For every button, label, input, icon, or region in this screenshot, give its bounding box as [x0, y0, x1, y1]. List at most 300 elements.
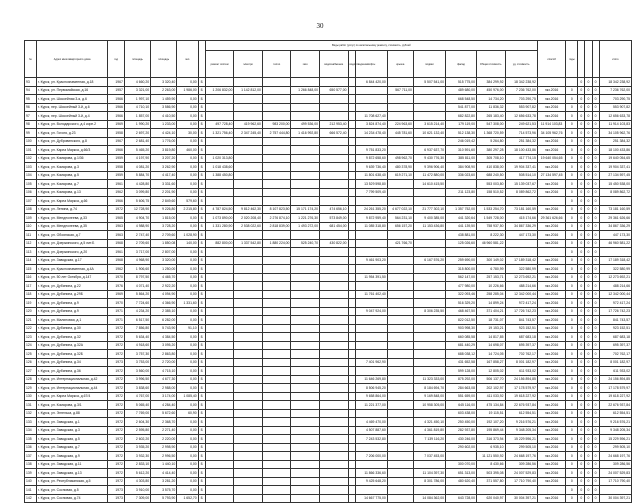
- cell-w9: [413, 333, 445, 342]
- cell-year: 1967: [108, 78, 125, 87]
- cell-lit: Б: [198, 290, 205, 299]
- cell-a2: 2 863,80: [151, 350, 177, 359]
- col-header-sum: итого: [599, 41, 631, 78]
- cell-n: 0,00: [177, 112, 198, 121]
- cell-w3: [262, 137, 291, 146]
- cell-no: 136: [25, 443, 37, 452]
- cell-w8: [387, 426, 413, 435]
- cell-f2: 0: [585, 418, 592, 427]
- cell-sum: 24 007 529,83: [599, 469, 631, 478]
- cell-m: экз.2016: [537, 477, 566, 486]
- cell-w5: [319, 146, 348, 155]
- cell-w7: 7 401 962,90: [355, 358, 387, 367]
- cell-y: 0: [566, 120, 578, 129]
- cell-m: экз.2016: [537, 401, 566, 410]
- cell-w8: 421 766,70: [387, 239, 413, 248]
- table-row: [25, 477, 632, 486]
- cell-addr: г. Курск, ул. Дубинина, д.36: [36, 367, 107, 376]
- cell-a1: 4 303,80: [124, 477, 150, 486]
- cell-u2: 17 710 790,40: [505, 477, 537, 486]
- cell-w4: [291, 137, 320, 146]
- cell-sum: 17 189 318,42: [599, 256, 631, 265]
- cell-w6: [348, 95, 355, 104]
- cell-total: 688 038,12: [446, 350, 477, 359]
- cell-total: 310 591,60: [446, 146, 477, 155]
- cell-w4: [291, 358, 320, 367]
- cell-n: 0,00: [177, 265, 198, 274]
- cell-year: 1972: [108, 375, 125, 384]
- cell-w3: [262, 103, 291, 112]
- cell-m: 27 134 597,45: [537, 171, 566, 180]
- cell-m: экз.2016: [537, 299, 566, 308]
- cell-sum: 7 236 762,00: [599, 86, 631, 95]
- cell-w6: [348, 350, 355, 359]
- cell-w6: [348, 248, 355, 257]
- cell-lit: Б: [198, 358, 205, 367]
- cell-w3: 2 276 874,10: [262, 214, 291, 223]
- cell-y: 0: [566, 146, 578, 155]
- cell-w9: 7 139 116,20: [413, 435, 445, 444]
- cell-w8: [387, 248, 413, 257]
- cell-w7: [355, 333, 387, 342]
- cell-w2: [234, 324, 263, 333]
- cell-w5: [319, 316, 348, 325]
- cell-y: 0: [566, 129, 578, 138]
- cell-no: 98: [25, 120, 37, 129]
- cell-y: 0: [566, 112, 578, 121]
- cell-w3: [262, 452, 291, 461]
- cell-u1: 8 430,66: [476, 460, 505, 469]
- cell-w8: [387, 341, 413, 350]
- cell-w9: 6 937 637,70: [413, 146, 445, 155]
- cell-f1: 0: [578, 265, 585, 274]
- cell-addr: г. Курск, ул. Дубинина, д.34: [36, 358, 107, 367]
- table-row: [25, 316, 632, 325]
- cell-year: 1959: [108, 154, 125, 163]
- cell-w3: [262, 316, 291, 325]
- cell-u1: 688 240,50: [476, 171, 505, 180]
- cell-w6: [348, 307, 355, 316]
- cell-u2: 34 867 336,29: [505, 222, 537, 231]
- cell-w5: [319, 477, 348, 486]
- cell-addr: г. Курск, ул. Дубинина, д.9: [36, 299, 107, 308]
- cell-a1: 4 081,20: [124, 163, 150, 172]
- cell-m: экз.2016: [537, 163, 566, 172]
- cell-u2: 7 236 762,00: [505, 86, 537, 95]
- cell-f2: 0: [585, 146, 592, 155]
- cell-a2: 4 384,50: [151, 333, 177, 342]
- cell-f1: 0: [578, 375, 585, 384]
- cell-a1: 1 906,60: [124, 265, 150, 274]
- cell-f1: 0: [578, 477, 585, 486]
- table-row: [25, 197, 632, 206]
- cell-a2: 2 922,20: [151, 282, 177, 291]
- cell-addr: г. Курск, ул. Дубинина, д.29Б: [36, 290, 107, 299]
- cell-w2: [234, 384, 263, 393]
- cell-u1: 46 960 581,22: [476, 239, 505, 248]
- col-header-work: крыша: [387, 51, 413, 78]
- cell-w2: [234, 137, 263, 146]
- cell-addr: г. Курск, ул. Дубинина, д.32А: [36, 341, 107, 350]
- cell-f1: 0: [578, 248, 585, 257]
- cell-a1: 6 517,50: [124, 316, 150, 325]
- cell-no: 124: [25, 341, 37, 350]
- cell-m: экз.2016: [537, 95, 566, 104]
- cell-f1: 0: [578, 78, 585, 87]
- cell-w9: [413, 358, 445, 367]
- table-row: [25, 350, 632, 359]
- cell-w5: [319, 256, 348, 265]
- col-header-residents: чел.: [177, 41, 198, 78]
- col-header-no: №: [25, 41, 37, 78]
- cell-sum: 19 618 227,92: [599, 392, 631, 401]
- cell-no: 122: [25, 324, 37, 333]
- cell-year: 1968: [108, 239, 125, 248]
- cell-total: 480 620,40: [446, 477, 477, 486]
- cell-f3: 0: [592, 248, 599, 257]
- cell-f3: 0: [592, 486, 599, 495]
- cell-lit: Б: [198, 180, 205, 189]
- cell-w2: [234, 163, 263, 172]
- cell-a1: 5 465,20: [124, 146, 150, 155]
- cell-year: 1972: [108, 460, 125, 469]
- cell-w8: [387, 409, 413, 418]
- col-header-work: подвал: [413, 51, 445, 78]
- cell-f3: 0: [592, 409, 599, 418]
- cell-total: 822 012,50: [446, 316, 477, 325]
- cell-a2: 4 366,90: [151, 299, 177, 308]
- cell-w3: [262, 384, 291, 393]
- cell-w5: [319, 341, 348, 350]
- cell-addr: г. Курск, ул. Заводская, д.3: [36, 426, 107, 435]
- cell-no: 109: [25, 214, 37, 223]
- table-row: [25, 401, 632, 410]
- cell-m: экз.2016: [537, 384, 566, 393]
- cell-w6: [348, 129, 355, 138]
- table-row: [25, 452, 632, 461]
- cell-y: 0: [566, 443, 578, 452]
- cell-year: 1973: [108, 358, 125, 367]
- cell-w2: [234, 477, 263, 486]
- cell-sum: 703 290,75: [599, 95, 631, 104]
- cell-f1: 0: [578, 324, 585, 333]
- cell-year: 1972: [108, 341, 125, 350]
- cell-addr: г. Курск, ул. Дубинина, д.30: [36, 324, 107, 333]
- cell-w2: 419 962,60: [234, 120, 263, 129]
- cell-a2: 4 465,70: [151, 273, 177, 282]
- cell-w6: [348, 435, 355, 444]
- cell-w7: 9 639 736,40: [355, 163, 387, 172]
- cell-w2: [234, 367, 263, 376]
- cell-f1: 0: [578, 452, 585, 461]
- cell-total: 441 139,50: [446, 222, 477, 231]
- cell-w8: [387, 418, 413, 427]
- cell-a2: 3 207,20: [151, 154, 177, 163]
- cell-w7: 24 261 355,20: [355, 205, 387, 214]
- cell-n: 0,00: [177, 154, 198, 163]
- table-row: [25, 460, 632, 469]
- cell-w9: [413, 486, 445, 495]
- cell-u1: 8 222,30: [476, 231, 505, 240]
- cell-w8: 4 677 022,10: [387, 205, 413, 214]
- cell-w5: [319, 171, 348, 180]
- cell-w6: [348, 103, 355, 112]
- cell-m: экз.2016: [537, 137, 566, 146]
- cell-sum: 11 914 103,83: [599, 120, 631, 129]
- cell-u1: 11 836,32: [476, 103, 505, 112]
- cell-u2: 18 342 238,92: [505, 78, 537, 87]
- cell-f1: 0: [578, 137, 585, 146]
- cell-w5: [319, 469, 348, 478]
- cell-w8: 656 157,20: [387, 222, 413, 231]
- cell-a1: 4 428,80: [124, 180, 150, 189]
- cell-no: 135: [25, 435, 37, 444]
- cell-total: 246 019,42: [446, 137, 477, 146]
- cell-u2: 8 089 862,72: [505, 188, 537, 197]
- cell-a2: 2 849,60: [151, 197, 177, 206]
- cell-f3: 0: [592, 188, 599, 197]
- cell-u2: 695 397,37: [505, 341, 537, 350]
- cell-w7: [355, 316, 387, 325]
- cell-m: экз.2016: [537, 231, 566, 240]
- cell-w6: [348, 477, 355, 486]
- cell-w6: [348, 486, 355, 495]
- table-row: [25, 375, 632, 384]
- cell-w2: [234, 486, 263, 495]
- cell-m: 19 640 054,65: [537, 154, 566, 163]
- cell-w7: [355, 350, 387, 359]
- cell-w1: [205, 112, 234, 121]
- cell-w4: 15 171 174,20: [291, 205, 320, 214]
- cell-n: 0,00: [177, 350, 198, 359]
- cell-a1: 2 747,40: [124, 231, 150, 240]
- cell-u2: 687 683,18: [505, 333, 537, 342]
- cell-w9: [413, 299, 445, 308]
- cell-w9: [413, 341, 445, 350]
- cell-u2: 714 573,96: [505, 129, 537, 138]
- cell-year: 1972: [108, 384, 125, 393]
- cell-no: 128: [25, 375, 37, 384]
- cell-a1: 4 660,20: [124, 78, 150, 87]
- cell-w5: [319, 273, 348, 282]
- table-row: [25, 78, 632, 87]
- cell-w7: 9 872 959,40: [355, 214, 387, 223]
- cell-year: 1965: [108, 214, 125, 223]
- cell-w4: 525 240,70: [291, 239, 320, 248]
- cell-w8: [387, 78, 413, 87]
- cell-a1: 3 560,00: [124, 367, 150, 376]
- cell-f1: 0: [578, 384, 585, 393]
- cell-w8: 619 271,10: [387, 171, 413, 180]
- cell-f1: 0: [578, 95, 585, 104]
- cell-w3: [262, 341, 291, 350]
- cell-w8: [387, 460, 413, 469]
- cell-y: 0: [566, 460, 578, 469]
- cell-m: экз.2016: [537, 239, 566, 248]
- cell-w9: [413, 409, 445, 418]
- cell-sum: [599, 486, 631, 495]
- cell-w2: [234, 307, 263, 316]
- cell-sum: 12 342 000,44: [599, 290, 631, 299]
- cell-w1: [205, 477, 234, 486]
- cell-sum: 12 656 633,78: [599, 112, 631, 121]
- cell-w1: [205, 443, 234, 452]
- cell-w5: 474 656,10: [319, 205, 348, 214]
- cell-n: 579,60: [177, 197, 198, 206]
- cell-w1: [205, 146, 234, 155]
- cell-addr: г. Курск, ул. Комарова, д.1/36: [36, 154, 107, 163]
- cell-m: экз.2016: [537, 452, 566, 461]
- cell-year: 1972: [108, 350, 125, 359]
- cell-w5: 430 822,00: [319, 239, 348, 248]
- cell-sum: [599, 197, 631, 206]
- col-header-year: год: [108, 41, 125, 78]
- cell-sum: 17 726 742,23: [599, 307, 631, 316]
- cell-m: экз.2016: [537, 290, 566, 299]
- cell-a2: 4 094,90: [151, 290, 177, 299]
- cell-u2: 415 174,66: [505, 214, 537, 223]
- cell-addr: г. Курск, ул. Первомайская, д.16: [36, 86, 107, 95]
- cell-u1: [476, 486, 505, 495]
- cell-w1: [205, 231, 234, 240]
- cell-no: 102: [25, 154, 37, 163]
- cell-w6: [348, 282, 355, 291]
- cell-w2: 1 337 542,80: [234, 239, 263, 248]
- cell-u1: 371 557,80: [476, 477, 505, 486]
- cell-u2: 24 156 894,85: [505, 375, 537, 384]
- cell-w6: [348, 384, 355, 393]
- cell-addr: г. Курск, ул. Мендеолеева, д.33: [36, 214, 107, 223]
- cell-n: 0,00: [177, 358, 198, 367]
- cell-n: 0,00: [177, 486, 198, 495]
- cell-w9: [413, 197, 445, 206]
- cell-sum: 972 417,24: [599, 299, 631, 308]
- cell-f1: 0: [578, 86, 585, 95]
- cell-f2: 0: [585, 401, 592, 410]
- cell-u1: 5 264,80: [476, 137, 505, 146]
- cell-u2: 12 342 000,44: [505, 290, 537, 299]
- cell-m: 11 914 103,83: [537, 120, 566, 129]
- cell-w3: [262, 418, 291, 427]
- cell-total: 603 438,00: [446, 409, 477, 418]
- cell-year: 1972: [108, 443, 125, 452]
- cell-w6: [348, 112, 355, 121]
- cell-a1: 3 932,30: [124, 452, 150, 461]
- cell-w5: [319, 197, 348, 206]
- cell-y: 0: [566, 239, 578, 248]
- cell-year: 1970: [108, 299, 125, 308]
- cell-u1: 14 724,05: [476, 350, 505, 359]
- cell-no: 139: [25, 469, 37, 478]
- cell-w7: [355, 324, 387, 333]
- cell-f2: 0: [585, 256, 592, 265]
- cell-w3: [262, 392, 291, 401]
- cell-w2: [234, 248, 263, 257]
- cell-total: 290 602,00: [446, 443, 477, 452]
- cell-w7: [355, 409, 387, 418]
- cell-w3: [262, 358, 291, 367]
- cell-w6: [348, 299, 355, 308]
- cell-no: 112: [25, 239, 37, 248]
- cell-sum: 24 668 197,76: [599, 452, 631, 461]
- cell-f1: 0: [578, 273, 585, 282]
- cell-w4: [291, 282, 320, 291]
- cell-lit: Б: [198, 120, 205, 129]
- cell-lit: Б: [198, 426, 205, 435]
- cell-w5: [319, 78, 348, 87]
- cell-lit: Б: [198, 316, 205, 325]
- cell-u1: 450 976,00: [476, 86, 505, 95]
- cell-no: 118: [25, 290, 37, 299]
- cell-w9: [413, 316, 445, 325]
- cell-n: 0,00: [177, 316, 198, 325]
- cell-f3: 0: [592, 392, 599, 401]
- cell-y: 0: [566, 435, 578, 444]
- table-row: [25, 494, 632, 503]
- cell-w9: 11 472 880,00: [413, 171, 445, 180]
- cell-f1: 0: [578, 435, 585, 444]
- cell-f3: 0: [592, 265, 599, 274]
- cell-w9: [413, 282, 445, 291]
- cell-f1: 0: [578, 146, 585, 155]
- cell-w2: [234, 231, 263, 240]
- cell-m: экз.2016: [537, 341, 566, 350]
- cell-w2: [234, 469, 263, 478]
- cell-total: 645 116,00: [446, 401, 477, 410]
- cell-w1: 1 018 438,60: [205, 163, 234, 172]
- cell-lit: Б: [198, 375, 205, 384]
- cell-f3: 0: [592, 146, 599, 155]
- cell-w1: [205, 188, 234, 197]
- cell-w9: [413, 443, 445, 452]
- cell-w7: [355, 86, 387, 95]
- cell-n: 0,00: [177, 78, 198, 87]
- cell-a1: 7 856,80: [124, 324, 150, 333]
- cell-u1: 19 153,21: [476, 324, 505, 333]
- cell-w6: [348, 290, 355, 299]
- cell-lit: Б: [198, 443, 205, 452]
- cell-no: 108: [25, 205, 37, 214]
- cell-y: 0: [566, 290, 578, 299]
- cell-w3: [262, 180, 291, 189]
- table-row: [25, 248, 632, 257]
- cell-y: 0: [566, 367, 578, 376]
- cell-f3: 0: [592, 239, 599, 248]
- cell-w6: [348, 341, 355, 350]
- cell-w3: [262, 426, 291, 435]
- cell-w2: [234, 265, 263, 274]
- cell-y: 0: [566, 299, 578, 308]
- cell-y: 0: [566, 384, 578, 393]
- cell-y: 0: [566, 273, 578, 282]
- cell-w2: [234, 375, 263, 384]
- cell-w1: 882 800,00: [205, 239, 234, 248]
- cell-a2: 2 998,90: [151, 443, 177, 452]
- cell-addr: г. Курск, ул. Краснознаменная, д.4А: [36, 265, 107, 274]
- cell-n: 0,00: [177, 384, 198, 393]
- cell-w7: 6 844 420,00: [355, 78, 387, 87]
- cell-a2: 9 226,80: [151, 205, 177, 214]
- cell-m: экз.2016: [537, 435, 566, 444]
- table-row: [25, 256, 632, 265]
- cell-w5: [319, 290, 348, 299]
- cell-f1: 0: [578, 469, 585, 478]
- cell-f3: 0: [592, 341, 599, 350]
- cell-y: 0: [566, 358, 578, 367]
- table-row: [25, 265, 632, 274]
- cell-w3: [262, 154, 291, 163]
- cell-w5: [319, 350, 348, 359]
